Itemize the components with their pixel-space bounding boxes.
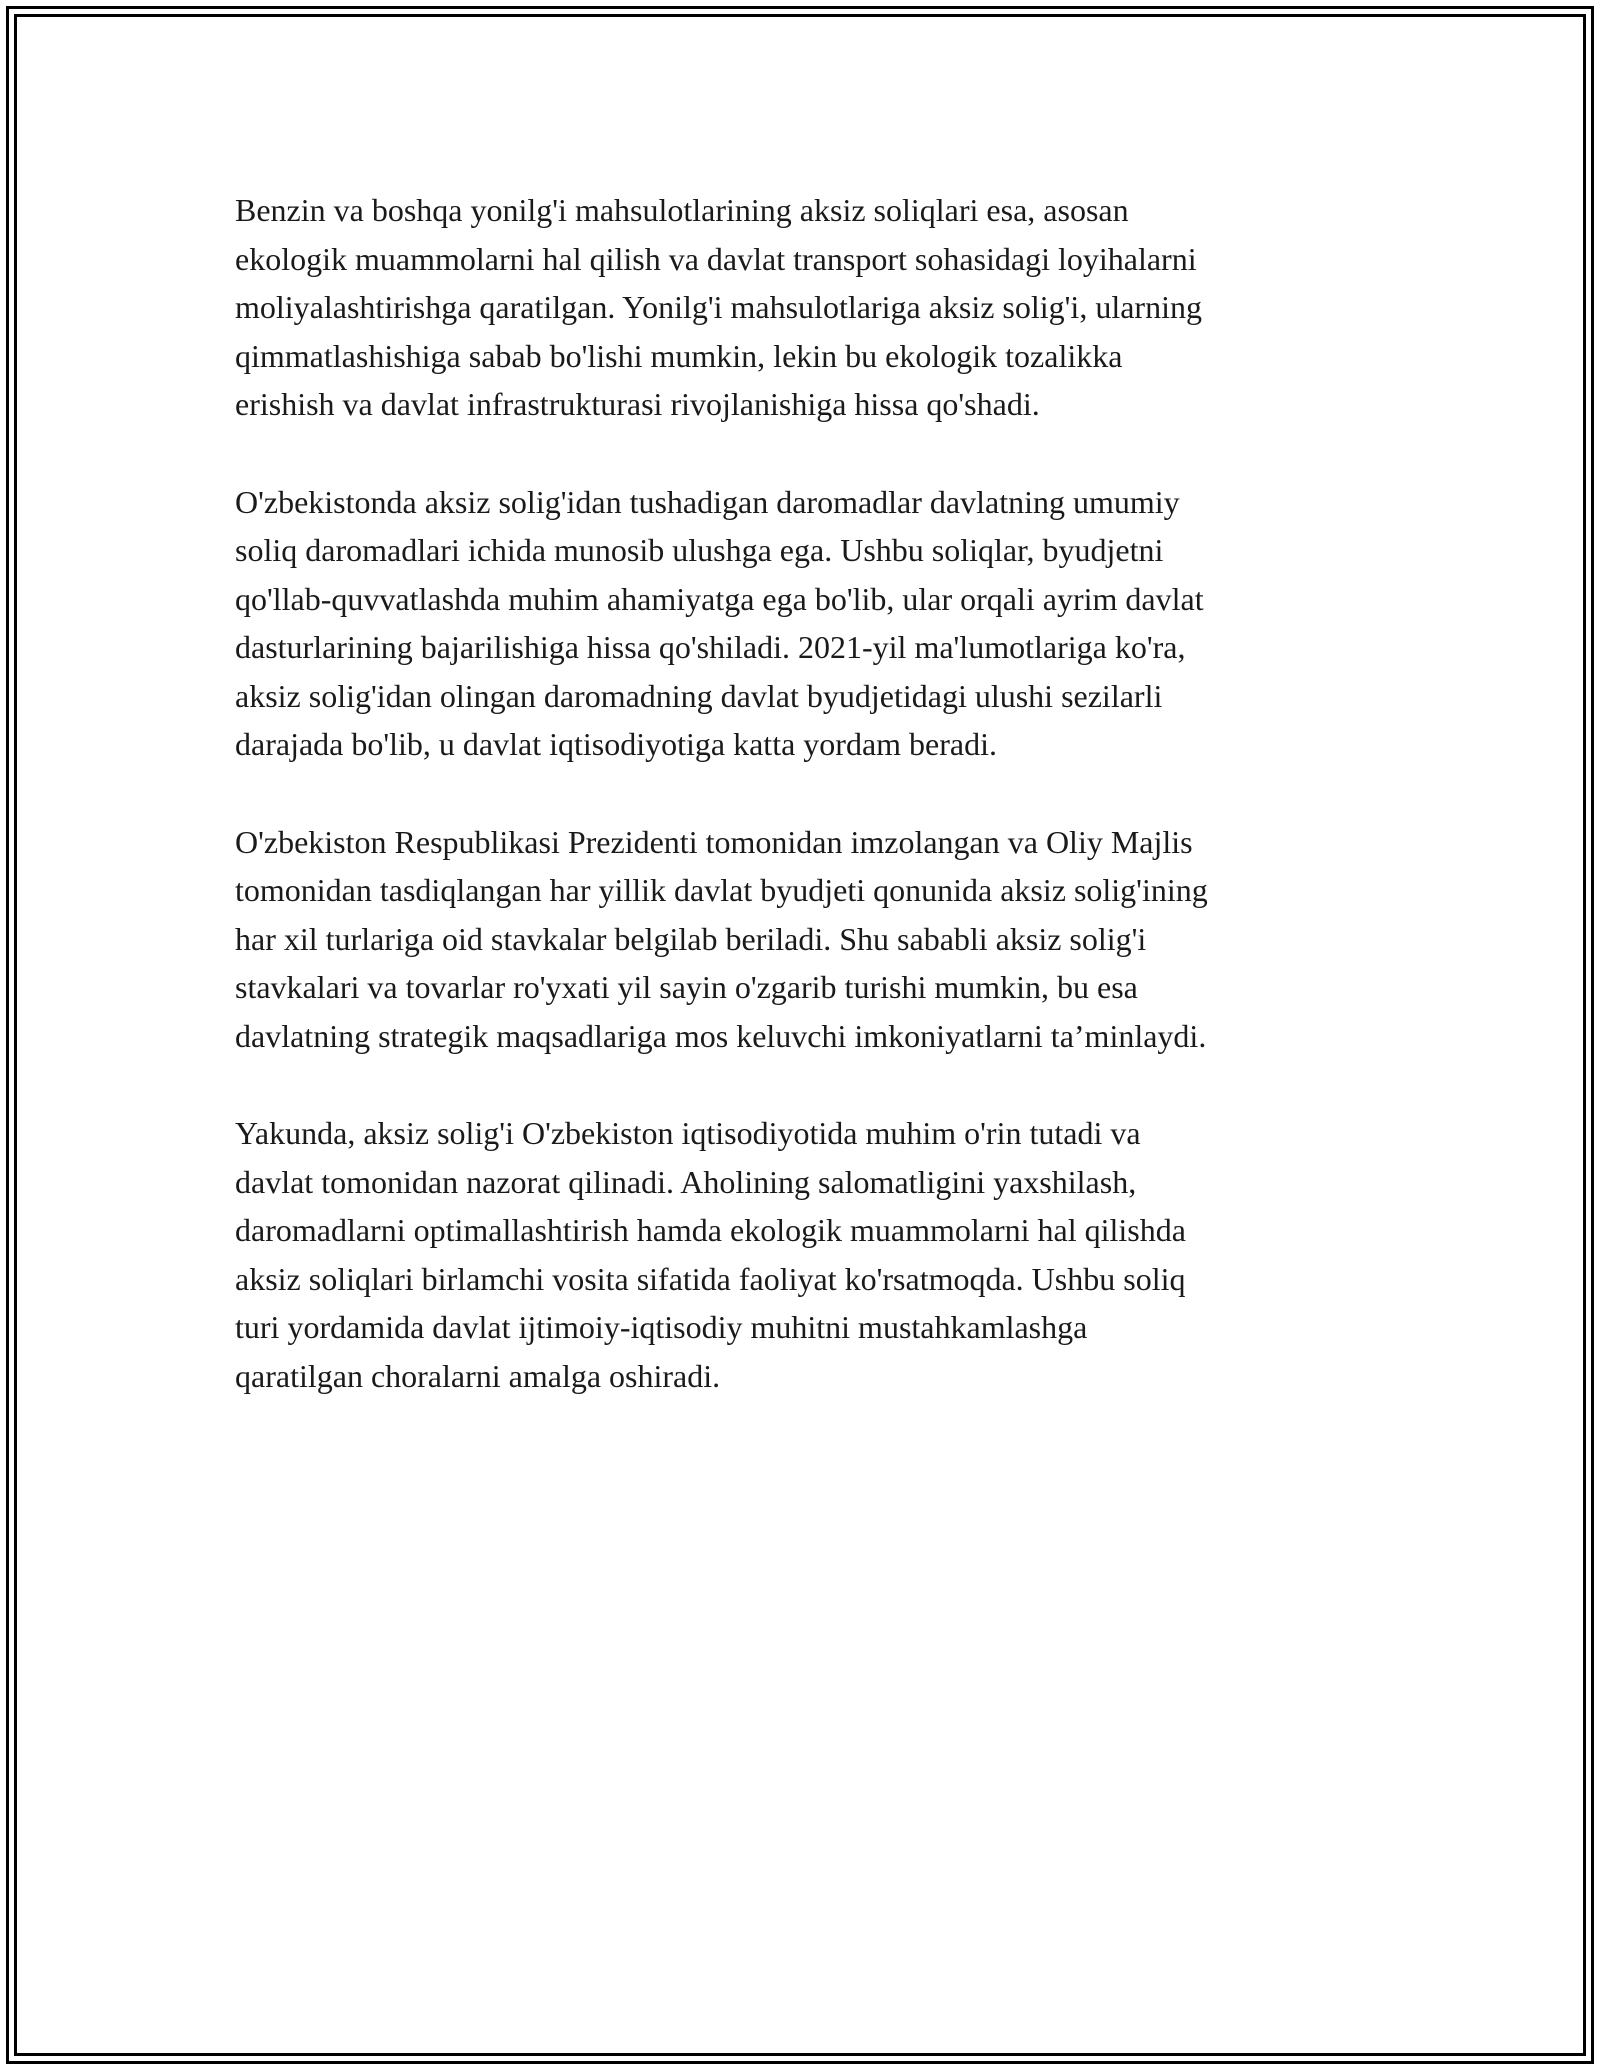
text-line: daromadlarni optimallashtirish hamda ekologik muammolarni hal qilishda xyxy=(235,1212,1186,1248)
text-line: stavkalari va tovarlar ro'yxati yil sayin o'zgarib turishi mumkin, bu esa xyxy=(235,969,1138,1005)
text-line: O'zbekistonda aksiz solig'idan tushadigan daromadlar davlatning umumiy xyxy=(235,483,1180,520)
text-line: aksiz solig'idan olingan daromadning davlat byudjetidagi ulushi sezilarli xyxy=(235,677,1163,714)
text-line: darajada bo'lib, u davlat iqtisodiyotiga katta yordam beradi. xyxy=(235,726,997,762)
text-line: davlat tomonidan nazorat qilinadi. Aholining salomatligini yaxshilash, xyxy=(235,1163,1137,1200)
text-line: soliq daromadlari ichida munosib ulushga ega. Ushbu soliqlar, byudjetni xyxy=(235,532,1164,568)
text-line: O'zbekiston Respublikasi Prezidenti tomonidan imzolangan va Oliy Majlis xyxy=(235,823,1193,860)
paragraph-conclusion xyxy=(235,1109,1375,1400)
text-line: Benzin va boshqa yonilg'i mahsulotlarining aksiz soliqlari esa, asosan xyxy=(235,192,1129,228)
text-line: moliyalashtirishga qaratilgan. Yonilg'i mahsulotlariga aksiz solig'i, ularning xyxy=(235,289,1202,325)
document-body xyxy=(235,186,1375,1449)
text-line: tomonidan tasdiqlangan har yillik davlat byudjeti qonunida aksiz solig'ining xyxy=(235,872,1208,908)
text-line: dasturlarining bajarilishiga hissa qo'shiladi. 2021-yil ma'lumotlariga ko'ra, xyxy=(235,629,1186,665)
text-line: Yakunda, aksiz solig'i O'zbekiston iqtisodiyotida muhim o'rin tutadi va xyxy=(235,1115,1141,1151)
text-line: davlatning strategik maqsadlariga mos keluvchi imkoniyatlarni ta’minlaydi. xyxy=(235,1017,1207,1054)
text-line: qaratilgan choralarni amalga oshiradi. xyxy=(235,1357,721,1394)
paragraph-fuel-excise xyxy=(235,186,1375,429)
paragraph-budget-law xyxy=(235,818,1375,1061)
text-line: qo'llab-quvvatlashda muhim ahamiyatga ega bo'lib, ular orqali ayrim davlat xyxy=(235,580,1204,617)
text-line: erishish va davlat infrastrukturasi rivojlanishiga hissa qo'shadi. xyxy=(235,386,1040,422)
paragraph-excise-revenue xyxy=(235,478,1375,769)
text-line: har xil turlariga oid stavkalar belgilab beriladi. Shu sababli aksiz solig'i xyxy=(235,920,1147,957)
text-line: qimmatlashishiga sabab bo'lishi mumkin, lekin bu ekologik tozalikka xyxy=(235,337,1123,374)
text-line: aksiz soliqlari birlamchi vosita sifatida faoliyat ko'rsatmoqda. Ushbu soliq xyxy=(235,1260,1186,1297)
text-line: turi yordamida davlat ijtimoiy-iqtisodiy muhitni mustahkamlashga xyxy=(235,1309,1088,1345)
text-line: ekologik muammolarni hal qilish va davlat transport sohasidagi loyihalarni xyxy=(235,240,1197,277)
